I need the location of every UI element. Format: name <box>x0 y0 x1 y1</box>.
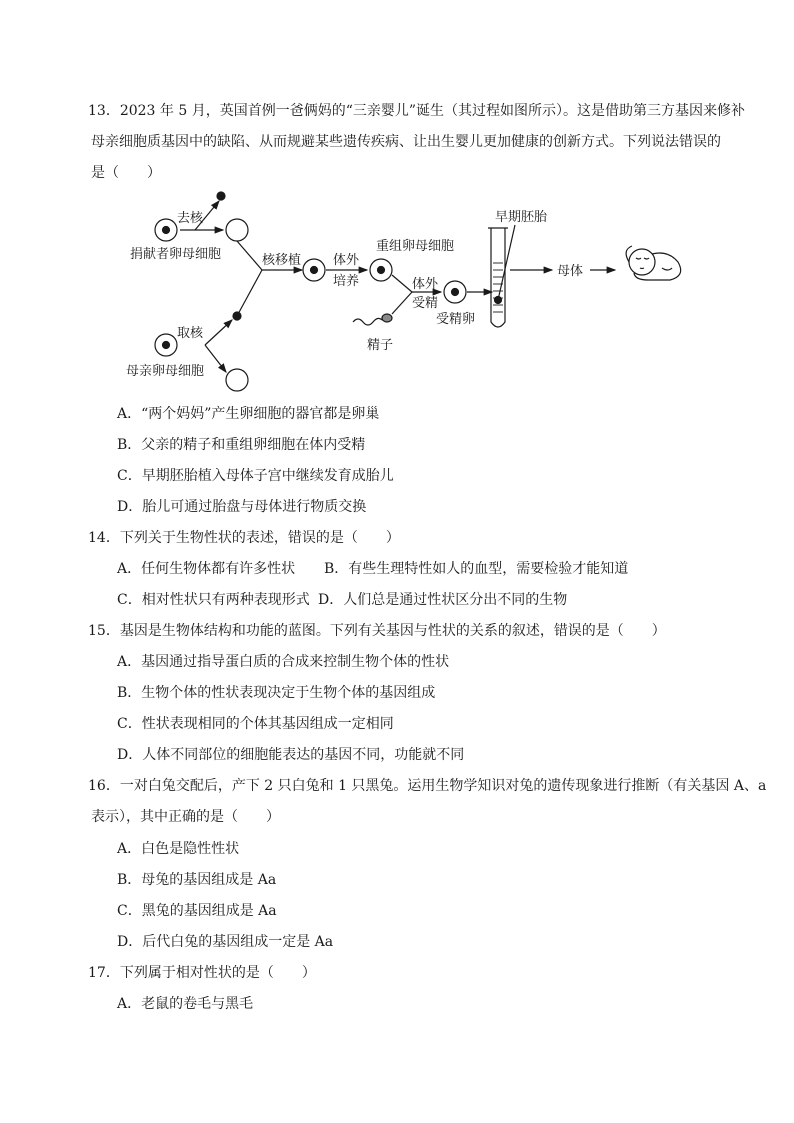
q13-stem-line3: 是（ ） <box>91 165 161 181</box>
q15-option-b: B．生物个体的性状表现决定于生物个体的基因组成 <box>117 685 436 701</box>
q14-option-a: A．任何生物体都有许多性状 <box>117 561 296 577</box>
q16-stem-line2: 表示），其中正确的是（ ） <box>91 809 280 825</box>
label-take-nucleus: 取核 <box>177 326 204 341</box>
q14-option-b: B．有些生理特性如人的血型，需要检验才能知道 <box>324 561 629 577</box>
empty-egg-icon <box>226 369 248 391</box>
label-mother-egg: 母亲卵母细胞 <box>126 364 205 379</box>
q13-stem-line2: 母亲细胞质基因中的缺陷、从而规避某些遗传疾病、让出生婴儿更加健康的创新方式。下列说法错误的 <box>91 134 721 150</box>
label-remove-nucleus: 去核 <box>177 211 204 226</box>
q13-option-b: B．父亲的精子和重组卵细胞在体内受精 <box>117 437 366 453</box>
q13-stem-line1: 13．2023 年 5 月，英国首例一爸俩妈的“三亲婴儿”诞生（其过程如图所示）。这是借助第三方基因来修补 <box>88 103 746 119</box>
q14-options-row1 <box>117 560 717 578</box>
q17-option-a: A．老鼠的卷毛与黑毛 <box>117 996 254 1012</box>
q15-option-d: D．人体不同部位的细胞能表达的基因不同，功能就不同 <box>117 747 465 763</box>
q13-option-c: C．早期胚胎植入母体子宫中继续发育成胎儿 <box>117 468 394 484</box>
transferred-egg-icon <box>303 259 325 281</box>
label-mother-body: 母体 <box>557 264 584 279</box>
q13-option-a: A．“两个妈妈”产生卵细胞的器官都是卵巢 <box>117 406 380 422</box>
label-fertilization: 受精 <box>412 296 439 311</box>
label-nuclear-transfer: 核移植 <box>262 253 302 268</box>
q16-option-c: C．黑兔的基因组成是 Aa <box>117 903 277 919</box>
q15-stem: 15．基因是生物体结构和功能的蓝图。下列有关基因与性状的关系的叙述，错误的是（ ） <box>88 623 666 639</box>
recombined-egg-icon <box>370 259 392 281</box>
q13-option-d: D．胎儿可通过胎盘与母体进行物质交换 <box>117 499 367 515</box>
label-early-embryo: 早期胚胎 <box>495 210 548 225</box>
zygote-icon <box>444 281 466 303</box>
test-tube-icon <box>488 225 515 327</box>
label-in-vitro-2: 体外 <box>412 277 439 292</box>
donor-egg-cell-icon <box>155 219 177 241</box>
label-sperm: 精子 <box>367 338 394 353</box>
enucleated-egg-icon <box>226 219 248 241</box>
baby-icon <box>626 246 681 280</box>
q14-option-d: D．人们总是通过性状区分出不同的生物 <box>318 592 568 608</box>
q14-option-c: C．相对性状只有两种表现形式 <box>117 592 310 608</box>
label-donor-egg: 捐献者卵母细胞 <box>130 247 222 262</box>
q15-option-a: A．基因通过指导蛋白质的合成来控制生物个体的性状 <box>117 654 450 670</box>
label-in-vitro: 体外 <box>333 253 360 268</box>
q16-option-a: A．白色是隐性性状 <box>117 841 240 857</box>
q17-stem: 17．下列属于相对性状的是（ ） <box>88 965 316 981</box>
sperm-icon <box>353 314 392 325</box>
q15-option-c: C．性状表现相同的个体其基因组成一定相同 <box>117 716 394 732</box>
q14-options-row2 <box>117 591 717 609</box>
mother-egg-cell-icon <box>155 334 177 356</box>
q16-option-b: B．母兔的基因组成是 Aa <box>117 872 277 888</box>
label-culture: 培养 <box>333 274 360 289</box>
q16-option-d: D．后代白兔的基因组成一定是 Aa <box>117 934 334 950</box>
removed-nucleus-icon <box>217 192 225 200</box>
q16-stem-line1: 16．一对白兔交配后，产下 2 只白兔和 1 只黑兔。运用生物学知识对兔的遗传现象进行推断（有关基因 A、a <box>88 778 767 794</box>
label-recombined-egg: 重组卵母细胞 <box>376 239 455 254</box>
q14-stem: 14．下列关于生物性状的表述，错误的是（ ） <box>88 530 400 546</box>
label-zygote: 受精卵 <box>436 312 476 327</box>
